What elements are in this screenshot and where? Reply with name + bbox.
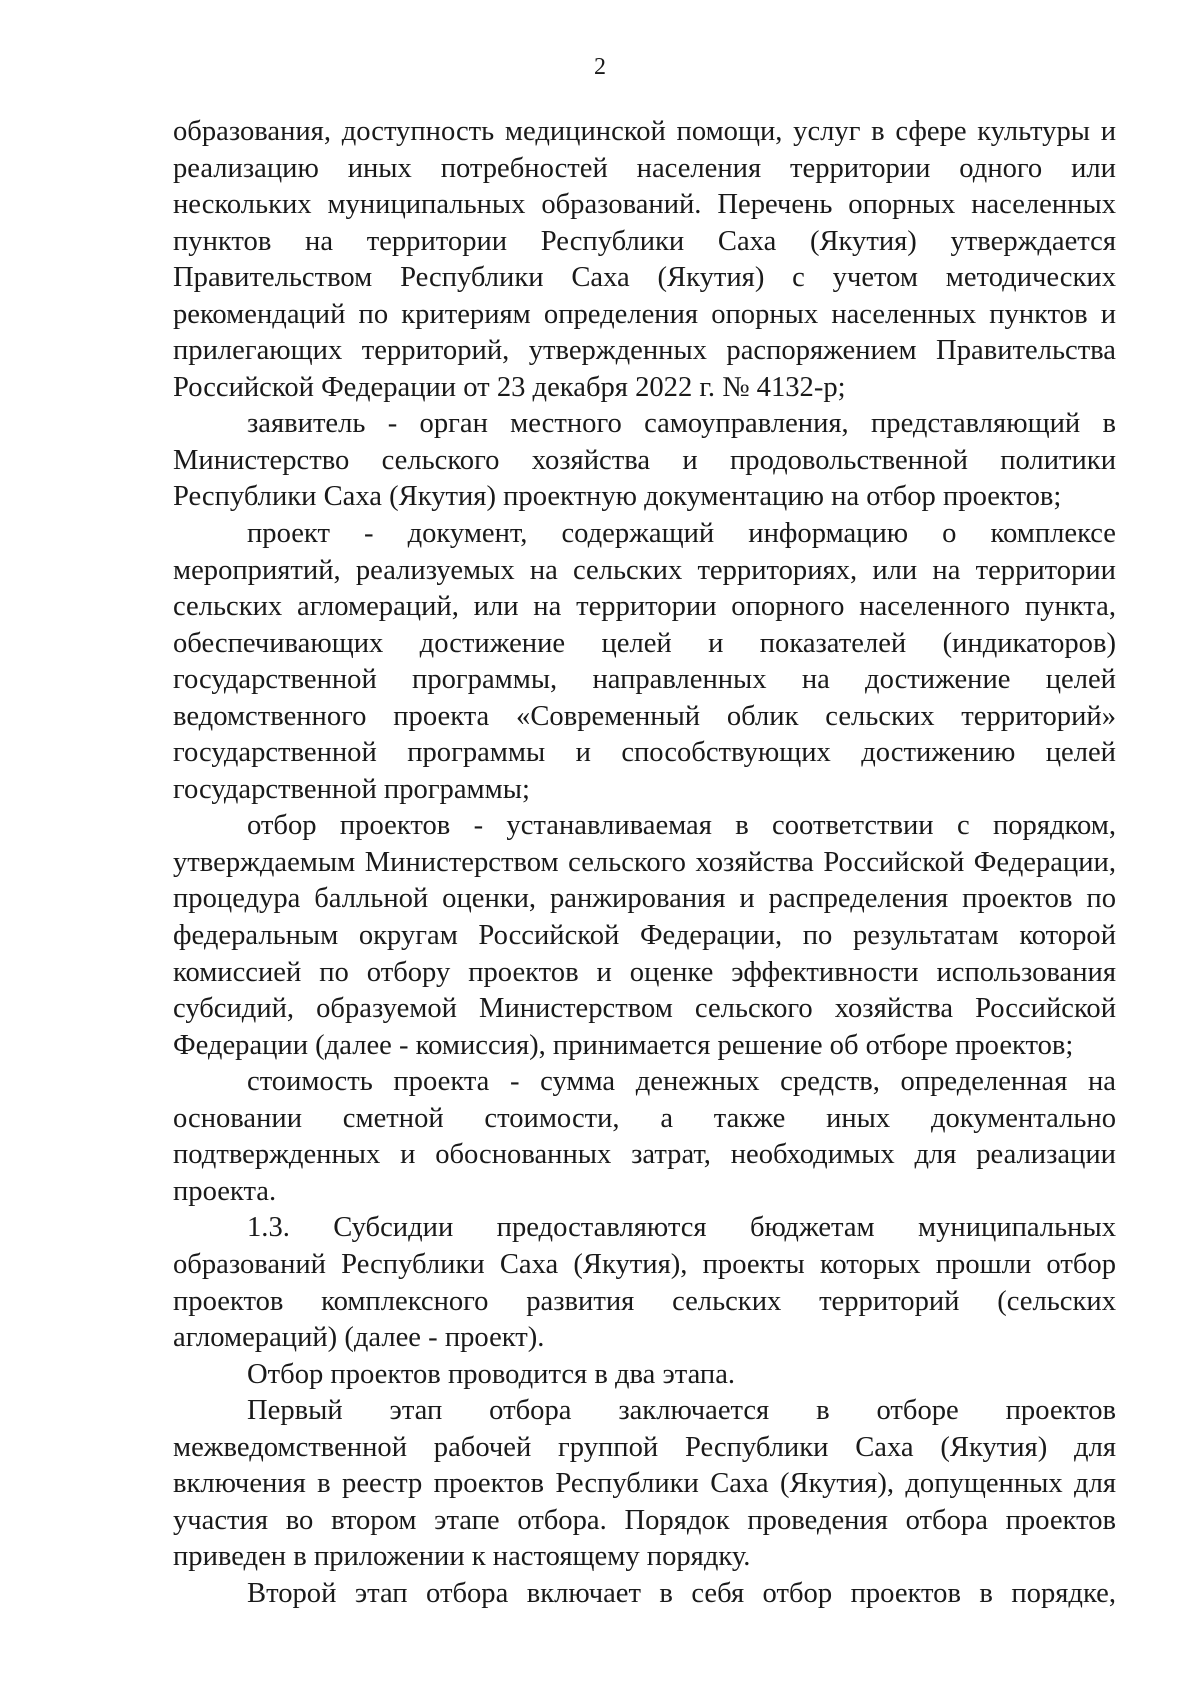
paragraph-definition-project-cost: стоимость проекта - сумма денежных средств, определенная на основании сметной стоимости, а также иных документально подтвержденных и обоснованных затрат, необходимых для реализации проекта. — [173, 1066, 1116, 1207]
paragraph-continuation-definition: образования, доступность медицинской помощи, услуг в сфере культуры и реализацию иных потребностей населения территории одного или нескольких муниципальных образований. Перечень опорных населенных пунктов на территории Республики Саха (Якутия) утверждается Правительством Республики Саха (Якутия) с учетом методических рекомендаций по критериям определения опорных населенных пунктов и прилегающих территорий, утвержденных распоряжением Правительства Российской Федерации от 23 декабря 2022 г. № 4132-р; — [173, 116, 1116, 403]
paragraph-second-stage: Второй этап отбора включает в себя отбор проектов в порядке, — [247, 1577, 1116, 1609]
paragraph-definition-applicant: заявитель - орган местного самоуправления, представляющий в Министерство сельского хозяйства и продовольственной политики Республики Саха (Якутия) проектную документацию на отбор проектов; — [173, 408, 1116, 513]
paragraph-first-stage: Первый этап отбора заключается в отборе проектов межведомственной рабочей группой Республики Саха (Якутия) для включения в реестр проектов Республики Саха (Якутия), допущенных для участия во втором этапе отбора. Порядок проведения отбора проектов приведен в приложении к настоящему порядку. — [173, 1395, 1116, 1573]
paragraph-definition-project-selection: отбор проектов - устанавливаемая в соответствии с порядком, утверждаемым Министерством сельского хозяйства Российской Федерации, процедура балльной оценки, ранжирования и распределения проектов по федеральным округам Российской Федерации, по результатам которой комиссией по отбору проектов и оценке эффективности использования субсидий, образуемой Министерством сельского хозяйства Российской Федерации (далее - комиссия), принимается решение об отборе проектов; — [173, 810, 1116, 1061]
document-body — [173, 114, 1116, 1612]
paragraph-definition-project: проект - документ, содержащий информацию о комплексе мероприятий, реализуемых на сельских территориях, или на территории сельских агломераций, или на территории опорного населенного пункта, обеспечивающих достижение целей и показателей (индикаторов) государственной программы, направленных на достижение целей ведомственного проекта «Современный облик сельских территорий» государственной программы и способствующих достижению целей государственной программы; — [173, 518, 1116, 805]
paragraph-selection-stages: Отбор проектов проводится в два этапа. — [247, 1358, 736, 1390]
page-number: 2 — [594, 54, 606, 80]
paragraph-clause-1-3: 1.3. Субсидии предоставляются бюджетам муниципальных образований Республики Саха (Якутия), проекты которых прошли отбор проектов комплексного развития сельских территорий (сельских агломераций) (далее - проект). — [173, 1212, 1116, 1354]
